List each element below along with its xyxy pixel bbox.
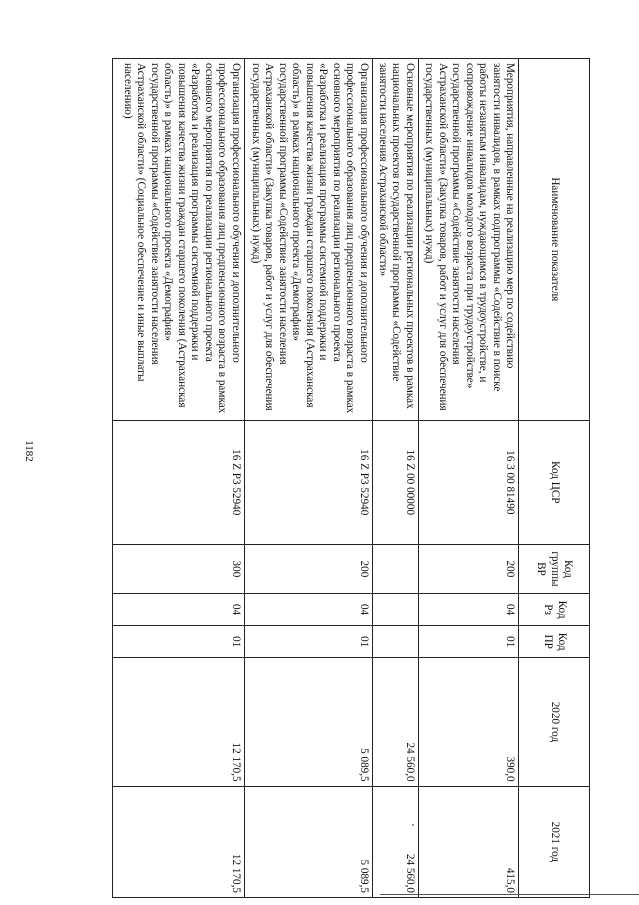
row-pr: 01: [113, 626, 245, 658]
row-vr: 300: [113, 544, 245, 593]
row-pr: 01: [418, 626, 519, 658]
header-vr: Код группы ВР: [519, 544, 590, 593]
header-csr: Код ЦСР: [519, 420, 590, 544]
row-name: Мероприятия, направленные на реализацию мер по содействию занятости инвалидов, в рамках подпрограммы «Содействие в поиске работы незанятым инвалидам, нуждающимся в трудоустройстве, и сопровождение инвалидов молодого возраста при трудоустройстве» государственной программы «Содействие занятости населения Астраханской области» (Закупка товаров, работ и услуг для обеспечения государственных (муниципальных) нужд): [418, 59, 519, 421]
table-header-row: [519, 59, 590, 898]
row-name: Основные мероприятия по реализации региональных проектов в рамках национальных проектов государственной программы «Содействие занятости населения Астраханской области»: [372, 59, 418, 421]
row-2020: 24 560,0: [372, 658, 418, 786]
row-vr: [372, 544, 418, 593]
row-name: Организация профессионального обучения и дополнительного профессионального образования лиц предпенсионного возраста в рамках основного мероприятия по реализации регионального проекта «Разработка и реализация программы системной поддержки и повышения качества жизни граждан старшего поколения (Астраханская область)» в рамках национального проекта «Демография» государственной программы «Содействие занятости населения Астраханской области» (Закупка товаров, работ и услуг для обеспечения государственных (муниципальных) нужд): [244, 59, 372, 421]
scan-artifact-dot: [412, 824, 414, 826]
row-pr: 01: [244, 626, 372, 658]
row-2020: 390,0: [418, 658, 519, 786]
row-rz: [372, 594, 418, 626]
row-csr: 16 Z P3 52940: [113, 420, 245, 544]
row-name: Организация профессионального обучения и дополнительного профессионального образования лиц предпенсионного возраста в рамках основного мероприятия по реализации регионального проекта «Разработка и реализация программы системной поддержки и повышения качества жизни граждан старшего поколения (Астраханская область)» в рамках национального проекта «Демография» государственной программы «Содействие занятости населения Астраханской области» (Социальное обеспечение и иные выплаты населению): [113, 59, 245, 421]
header-name: Наименование показателя: [519, 59, 590, 421]
rotated-table-container: [112, 58, 590, 898]
row-rz: 04: [113, 594, 245, 626]
table-row: [113, 59, 245, 898]
row-vr: 200: [244, 544, 372, 593]
header-rz: Код Рз: [519, 594, 590, 626]
header-2020: 2020 год: [519, 658, 590, 786]
scan-artifact-line: [380, 894, 639, 895]
row-pr: [372, 626, 418, 658]
row-csr: 16 3 00 81490: [418, 420, 519, 544]
row-2020: 5 089,5: [244, 658, 372, 786]
header-pr: Код ПР: [519, 626, 590, 658]
row-rz: 04: [244, 594, 372, 626]
row-csr: 16 Z 00 00000: [372, 420, 418, 544]
row-2021: 5 089,5: [244, 786, 372, 897]
budget-table: [112, 58, 590, 898]
row-2021: 12 170,5: [113, 786, 245, 897]
row-2021: 24 560,0: [372, 786, 418, 897]
row-2020: 12 170,5: [113, 658, 245, 786]
table-row: [418, 59, 519, 898]
header-2021: 2021 год: [519, 786, 590, 897]
row-rz: 04: [418, 594, 519, 626]
table-row: [244, 59, 372, 898]
row-vr: 200: [418, 544, 519, 593]
page-number: 1182: [22, 440, 35, 462]
table-row: [372, 59, 418, 898]
row-2021: 415,0: [418, 786, 519, 897]
row-csr: 16 Z P3 52940: [244, 420, 372, 544]
